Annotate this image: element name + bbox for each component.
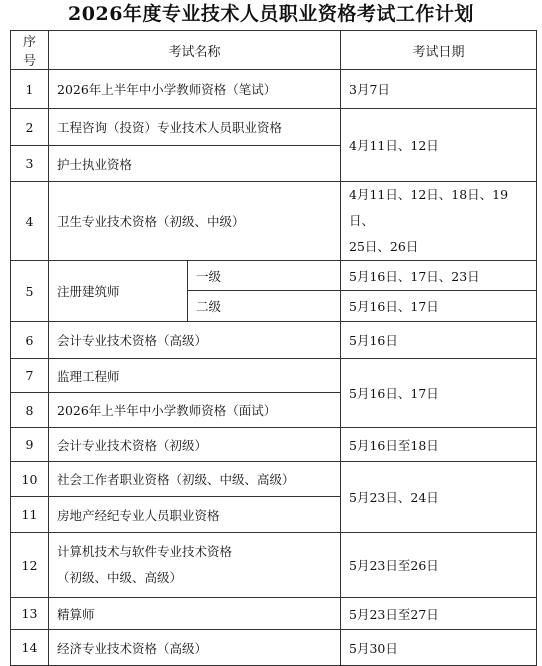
table-row xyxy=(11,598,537,630)
row-exam-date: 3月7日 xyxy=(341,70,537,109)
header-seq: 序号 xyxy=(11,31,49,70)
row-exam-date: 5月16日、17日 xyxy=(341,291,537,322)
row-seq: 11 xyxy=(11,497,49,533)
row-seq: 4 xyxy=(11,182,49,261)
row-seq: 9 xyxy=(11,428,49,462)
table-row xyxy=(11,359,537,393)
row-seq: 2 xyxy=(11,109,49,146)
row-exam-name: 工程咨询（投资）专业技术人员职业资格 xyxy=(49,109,341,146)
row-exam-date: 4月11日、12日 xyxy=(341,109,537,182)
table-row xyxy=(11,462,537,497)
date-line-1: 4月11日、12日、18日、19日、 xyxy=(349,187,509,228)
row-seq: 6 xyxy=(11,322,49,359)
name-line-1: 计算机技术与软件专业技术资格 xyxy=(57,544,233,559)
row-exam-date: 5月16日至18日 xyxy=(341,428,537,462)
row-exam-name: 会计专业技术资格（高级） xyxy=(49,322,341,359)
row-exam-date: 5月23日至26日 xyxy=(341,533,537,598)
row-seq: 8 xyxy=(11,393,49,428)
row-exam-date: 5月16日、17日 xyxy=(341,359,537,428)
table-row xyxy=(11,322,537,359)
row-exam-name: 房地产经纪专业人员职业资格 xyxy=(49,497,341,533)
row-exam-date: 5月23日至27日 xyxy=(341,598,537,630)
header-name: 考试名称 xyxy=(49,31,341,70)
row-exam-name xyxy=(49,533,341,598)
row-seq: 3 xyxy=(11,146,49,182)
row-exam-date: 5月30日 xyxy=(341,630,537,666)
table-row xyxy=(11,70,537,109)
row-exam-name: 精算师 xyxy=(49,598,341,630)
table-header-row xyxy=(11,31,537,70)
date-line-2: 25日、26日 xyxy=(349,239,419,254)
header-date: 考试日期 xyxy=(341,31,537,70)
row-seq: 10 xyxy=(11,462,49,497)
row-exam-name: 护士执业资格 xyxy=(49,146,341,182)
table-row xyxy=(11,109,537,146)
row-exam-date: 5月16日 xyxy=(341,322,537,359)
row-exam-name: 卫生专业技术资格（初级、中级） xyxy=(49,182,341,261)
row-exam-date xyxy=(341,182,537,261)
row-seq: 13 xyxy=(11,598,49,630)
row-exam-name: 经济专业技术资格（高级） xyxy=(49,630,341,666)
row-exam-subtype: 一级 xyxy=(188,261,341,291)
table-row xyxy=(11,261,537,291)
row-seq: 5 xyxy=(11,261,49,322)
row-exam-subtype: 二级 xyxy=(188,291,341,322)
row-exam-date: 5月23日、24日 xyxy=(341,462,537,533)
row-exam-date: 5月16日、17日、23日 xyxy=(341,261,537,291)
row-exam-name: 2026年上半年中小学教师资格（笔试） xyxy=(49,70,341,109)
name-line-2: （初级、中级、高级） xyxy=(57,570,183,585)
table-row xyxy=(11,533,537,598)
row-exam-name: 注册建筑师 xyxy=(49,261,188,322)
table-row xyxy=(11,630,537,666)
table-row xyxy=(11,182,537,261)
exam-schedule-table xyxy=(10,30,537,666)
row-exam-name: 社会工作者职业资格（初级、中级、高级） xyxy=(49,462,341,497)
page-title: 2026年度专业技术人员职业资格考试工作计划 xyxy=(68,3,474,25)
row-exam-name: 2026年上半年中小学教师资格（面试） xyxy=(49,393,341,428)
row-seq: 12 xyxy=(11,533,49,598)
row-seq: 14 xyxy=(11,630,49,666)
row-exam-name: 会计专业技术资格（初级） xyxy=(49,428,341,462)
row-seq: 1 xyxy=(11,70,49,109)
row-exam-name: 监理工程师 xyxy=(49,359,341,393)
table-row xyxy=(11,428,537,462)
row-seq: 7 xyxy=(11,359,49,393)
